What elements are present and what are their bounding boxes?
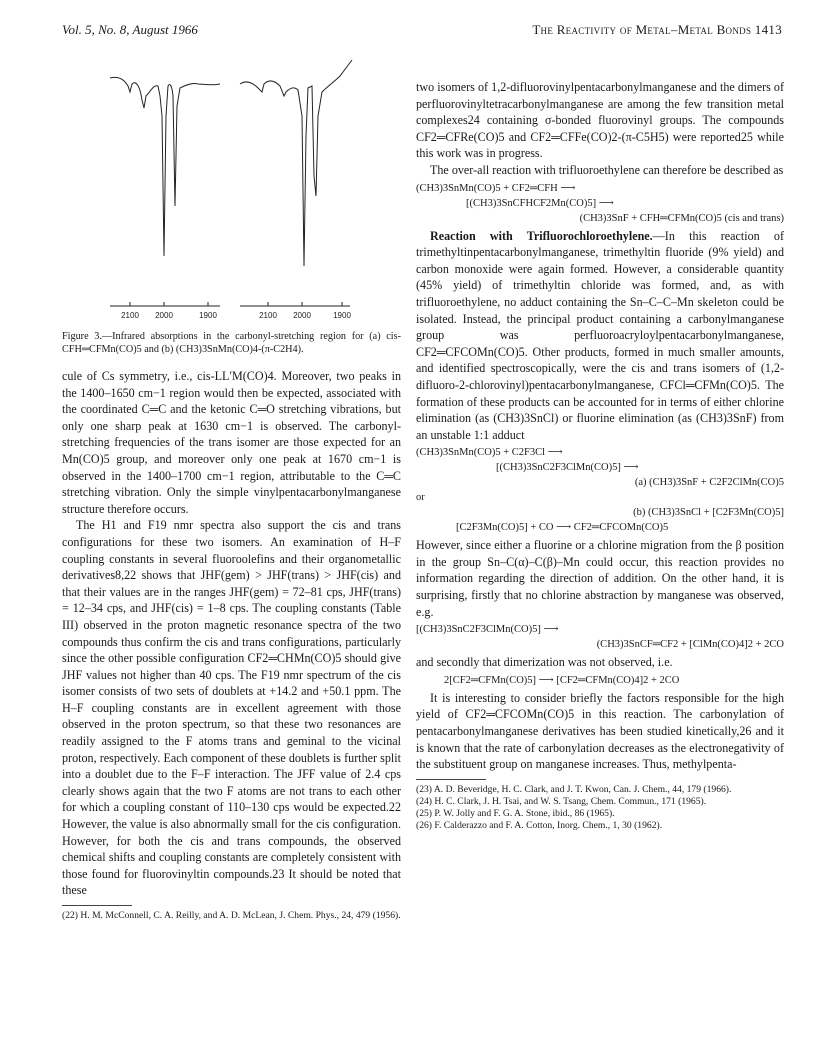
- equation-line: or: [416, 492, 425, 504]
- page-header: [62, 22, 782, 42]
- equation-line: [(CH3)3SnC2F3ClMn(CO)5] ⟶: [496, 462, 639, 474]
- section-heading: Reaction with Trifluorochloroethylene.: [430, 228, 653, 243]
- tick-label-a-2100: 2100: [121, 311, 139, 320]
- equation-dimerization: [416, 673, 784, 688]
- spectrum-b-trace: [240, 60, 352, 266]
- left-column: [62, 56, 401, 922]
- tick-label-b-2100: 2100: [259, 311, 277, 320]
- footnote: (25) P. W. Jolly and F. G. A. Stone, ibid., 86 (1965).: [416, 807, 615, 819]
- paragraph: two isomers of 1,2-difluorovinylpentacarbonylmanganese and the dimers of perfluorovinyltetracarbonylmanganese are among the few transition metal complexes24 containing σ-bonded fluorovinyl groups. The compounds CF2═CFRe(CO)5 and CF2═CFFe(CO)2-(π-C5H5) were reported25 while this work was in progress.: [416, 80, 784, 161]
- paragraph: and secondly that dimerization was not observed, i.e.: [416, 655, 673, 670]
- equation-line: (CH3)3SnMn(CO)5 + C2F3Cl ⟶: [416, 447, 563, 459]
- paragraph: It is interesting to consider briefly the factors responsible for the high yield of CF2═CFCOMn(CO)5 in this reaction. The carbonylation of pentacarbonylmanganese derivatives has been studied kinetically,26 and it is known that the rate of carbonylation decreases as the electronegativity of the substituent group on manganese increases. Thus, methylpenta-: [416, 690, 784, 772]
- paragraph: The H1 and F19 nmr spectra also support the cis and trans configurations for these two isomers. An examination of H–F coupling constants in several fluoroolefins and their organometallic derivatives8,22 shows that JHF(gem) > JHF(trans) > JHF(cis) and that their values are in the ranges JHF(gem) = 72–81 cps, JHF(trans) = 12–34 cps, and JHF(cis) = 1–8 cps. The coupling constants (Table III) observed in the proton magnetic resonance spectra of the two compounds thus confirm the cis and trans configurations, particularly since the other possible configuration CF2═CHMn(CO)5 should give JHF values not higher than 40 cps. The F19 nmr spectrum of the cis isomer consists of two sets of doublets at +14.2 and +50.1 ppm. The H–F coupling constants are in excellent agreement with those observed in the proton spectrum, so that these two resonances are readily assigned to the F atoms trans and geminal to the vicinal proton, respectively. Each component of these doublets is further split into a doublet due to the F–F interaction. The JFF value of 2.4 cps clearly shows again that the two F atoms are not trans to each other for which a coupling constant of 110–130 cps would be expected.22 However, the value is also abnormally small for the cis configuration. However, for both the cis and trans compounds, the observed chemical shifts and coupling constants are completely consistent with those found for fluorovinyltin compounds.23 It should be noted that these: [62, 518, 401, 898]
- equation-chlorine-abstraction: [416, 622, 784, 652]
- equation-line: [(CH3)3SnC2F3ClMn(CO)5] ⟶: [416, 624, 559, 636]
- spectrum-a-trace: [110, 77, 220, 256]
- footnote: (24) H. C. Clark, J. H. Tsai, and W. S. Tsang, Chem. Commun., 171 (1965).: [416, 795, 707, 807]
- footnote-divider: [416, 779, 486, 780]
- equation-trifluoroethylene: [416, 181, 784, 226]
- footnote: (22) H. M. McConnell, C. A. Reilly, and A. D. McLean, J. Chem. Phys., 24, 479 (1956).: [62, 910, 401, 921]
- paragraph: However, since either a fluorine or a chlorine migration from the β position in the group Sn–C(α)–C(β)–Mn could occur, this reaction provides no information regarding the direction of addition. On the other hand, it is surprising, firstly that no chlorine abstraction by manganese was observed, e.g.: [416, 538, 784, 619]
- footnote-divider: [62, 905, 132, 906]
- equation-line: (CH3)3SnMn(CO)5 + CF2═CFH ⟶: [416, 182, 576, 194]
- equation-line: (a) (CH3)3SnF + C2F2ClMn(CO)5: [634, 477, 784, 489]
- running-title: The Reactivity of Metal–Metal Bonds 1413: [532, 22, 782, 37]
- right-column: [416, 79, 784, 832]
- equation-line: 2[CF2═CFMn(CO)5] ⟶ [CF2═CFMn(CO)4]2 + 2CO: [444, 674, 680, 686]
- tick-label-b-2000: 2000: [293, 311, 311, 320]
- tick-label-b-1900: 1900: [333, 311, 351, 320]
- equation-line: (b) (CH3)3SnCl + [C2F3Mn(CO)5]: [633, 507, 784, 519]
- footnote: (23) A. D. Beveridge, H. C. Clark, and J. T. Kwon, Can. J. Chem., 44, 179 (1966).: [416, 783, 732, 795]
- equation-line: (CH3)3SnF + CFH═CFMn(CO)5 (cis and trans): [579, 212, 784, 224]
- tick-label-a-1900: 1900: [199, 311, 217, 320]
- tick-label-a-2000: 2000: [155, 311, 173, 320]
- footnote: (26) F. Calderazzo and F. A. Cotton, Inorg. Chem., 1, 30 (1962).: [416, 819, 663, 831]
- equation-line: (CH3)3SnCF═CF2 + [ClMn(CO)4]2 + 2CO: [596, 639, 784, 651]
- equation-line: [C2F3Mn(CO)5] + CO ⟶ CF2═CFCOMn(CO)5: [456, 522, 669, 534]
- figure-caption: Figure 3.—Infrared absorptions in the carbonyl-stretching region for (a) cis-CFH═CFMn(CO)5 and (b) (CH3)3SnMn(CO)4-(π-C2H4).: [62, 331, 401, 355]
- paragraph: The over-all reaction with trifluoroethylene can therefore be described as: [430, 162, 784, 177]
- ir-spectra-plot: [80, 56, 380, 326]
- paragraph: cule of Cs symmetry, i.e., cis-LL′M(CO)4. Moreover, two peaks in the 1400–1650 cm−1 region would then be expected, associated with the coordinated C═C and the ketonic C═O stretching vibrations, but only one sharp peak at 1630 cm−1 is observed. The carbonyl-stretching frequencies of the trans isomer are those expected for an Mn(CO)5 group, and moreover only one peak at 1670 cm−1 is observed in the 1400–1700 cm−1 region, attributable to the C═C stretching vibration. Only the simple vinylpentacarbonylmanganese structure therefore occurs.: [62, 369, 401, 516]
- equation-trifluorochloroethylene: [416, 445, 784, 535]
- equation-line: [(CH3)3SnCFHCF2Mn(CO)5] ⟶: [466, 197, 614, 209]
- journal-volume: Vol. 5, No. 8, August 1966: [62, 22, 198, 37]
- ir-spectra-figure: [80, 56, 380, 326]
- paragraph-text: —In this reaction of trimethyltinpentacarbonylmanganese, trimethyltin fluoride (9% yield) and carbon monoxide were again formed. However, a considerable quantity (45% yield) of trimethyltin chloride was formed, and, as with trifluoroethylene, no adduct containing the Sn–C–C–Mn skeleton could be isolated. Instead, the principal product containing a carbonylmanganese group was perfluoroacryloylpentacarbonylmanganese, CF2═CFCOMn(CO)5. Other products, formed in much smaller amounts, and identified spectroscopically, were the cis and trans isomers of (1,2-difluoro-2-chlorovinyl)pentacarbonylmanganese, CFCl═CFMn(CO)5. The formation of these products can be accounted for in terms of either chlorine elimination (as (CH3)3SnCl) or fluorine elimination (as (CH3)3SnF) from an unstable 1:1 adduct: [416, 228, 784, 442]
